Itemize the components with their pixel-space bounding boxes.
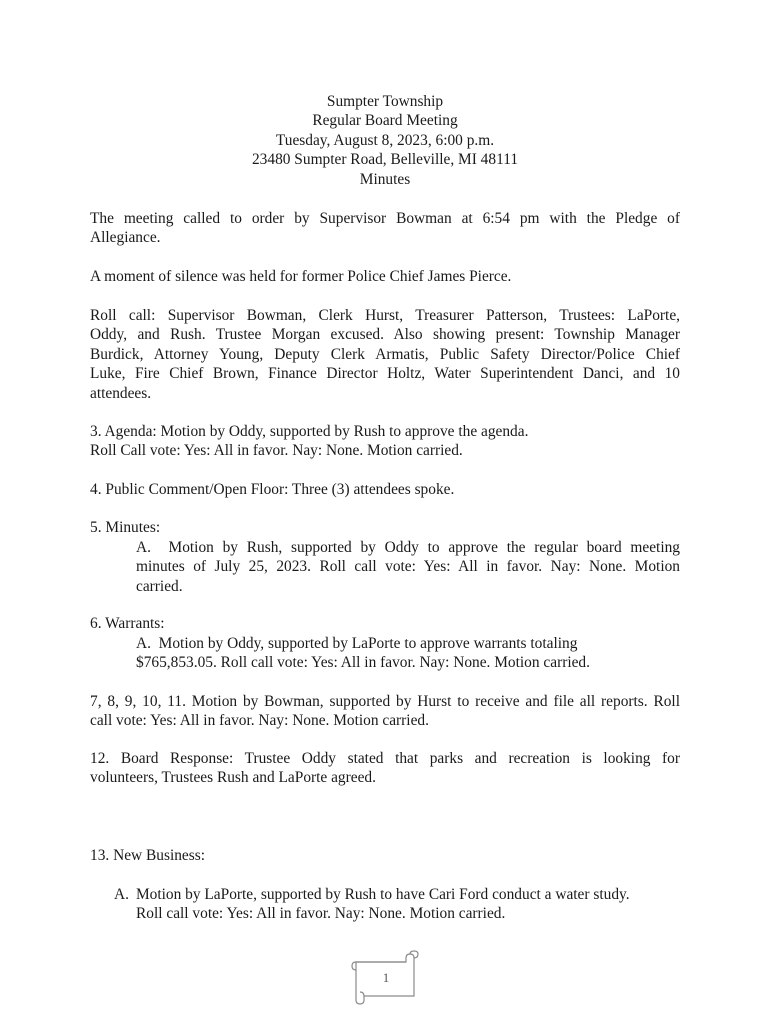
- new-business-item-a: [114, 885, 680, 924]
- minutes-item-a-label: A.: [136, 539, 151, 556]
- minutes-line-3: carried.: [136, 577, 183, 595]
- agenda-line-2: Roll Call vote: Yes: All in favor. Nay: None. Motion carried.: [90, 442, 463, 460]
- minutes-line-1-text: Motion by Rush, supported by Oddy to approve the regular board meeting: [168, 539, 680, 556]
- warrants-item-a-label: A.: [136, 635, 151, 652]
- warrants-line-2: $765,853.05. Roll call vote: Yes: All in favor. Nay: None. Motion carried.: [136, 654, 590, 672]
- reports-line-2: call vote: Yes: All in favor. Nay: None. Motion carried.: [90, 712, 429, 730]
- minutes-item-a: [136, 538, 680, 596]
- new-business-line-1: Motion by LaPorte, supported by Rush to have Cari Ford conduct a water study.: [136, 886, 630, 903]
- roll-call-line-5: attendees.: [90, 384, 152, 402]
- warrants-line-1-text: Motion by Oddy, supported by LaPorte to approve warrants totaling: [158, 635, 578, 652]
- roll-call-line-3: Burdick, Attorney Young, Deputy Clerk Armatis, Public Safety Director/Police Chief: [90, 345, 680, 363]
- roll-call-line-2: Oddy, and Rush. Trustee Morgan excused. Also showing present: Township Manager: [90, 326, 680, 344]
- roll-call-line-4: Luke, Fire Chief Brown, Finance Director Holtz, Water Superintendent Danci, and 10: [90, 365, 680, 383]
- roll-call-line-1: Roll call: Supervisor Bowman, Clerk Hurst, Treasurer Patterson, Trustees: LaPorte,: [90, 307, 680, 324]
- reports-paragraph: [90, 692, 680, 731]
- minutes-heading: 5. Minutes:: [90, 519, 161, 536]
- roll-call-paragraph: [90, 306, 680, 403]
- reports-line-1: 7, 8, 9, 10, 11. Motion by Bowman, supported by Hurst to receive and file all reports. Roll: [90, 693, 680, 710]
- document-title: Minutes: [359, 170, 411, 188]
- agenda-paragraph: [90, 422, 680, 461]
- warrants-heading-block: [90, 614, 680, 633]
- meeting-type: Regular Board Meeting: [312, 112, 458, 130]
- warrants-line-1: [136, 634, 680, 653]
- page-number: 1: [382, 970, 390, 985]
- board-response-paragraph: [90, 749, 680, 788]
- new-business-heading-block: [90, 846, 680, 865]
- new-business-heading: 13. New Business:: [90, 847, 206, 864]
- minutes-line-1: [136, 538, 680, 557]
- new-business-line-2-text: Roll call vote: Yes: All in favor. Nay: None. Motion carried.: [136, 905, 506, 923]
- moment-of-silence-paragraph: [90, 267, 680, 286]
- meeting-date: Tuesday, August 8, 2023, 6:00 p.m.: [275, 131, 495, 149]
- public-comment-text: 4. Public Comment/Open Floor: Three (3) attendees spoke.: [90, 481, 455, 498]
- new-business-item-a-label: A.: [114, 886, 129, 903]
- public-comment-paragraph: [90, 480, 680, 499]
- call-to-order-paragraph: [90, 209, 680, 248]
- warrants-heading: 6. Warrants:: [90, 615, 165, 632]
- meeting-address: 23480 Sumpter Road, Belleville, MI 48111: [251, 151, 519, 169]
- warrants-item-a: [136, 634, 680, 673]
- minutes-line-2: minutes of July 25, 2023. Roll call vote: Yes: All in favor. Nay: None. Motion: [136, 558, 680, 576]
- document-header: [90, 92, 680, 189]
- call-to-order-line-1: The meeting called to order by Supervisor Bowman at 6:54 pm with the Pledge of: [90, 210, 680, 227]
- moment-of-silence-text: A moment of silence was held for former Police Chief James Pierce.: [90, 268, 512, 285]
- board-response-line-2: volunteers, Trustees Rush and LaPorte agreed.: [90, 769, 376, 787]
- minutes-heading-block: [90, 518, 680, 537]
- township-name: Sumpter Township: [326, 93, 444, 110]
- agenda-line-1: 3. Agenda: Motion by Oddy, supported by Rush to approve the agenda.: [90, 423, 529, 440]
- board-response-line-1: 12. Board Response: Trustee Oddy stated that parks and recreation is looking for: [90, 750, 680, 767]
- new-business-line-2: [136, 904, 680, 923]
- call-to-order-line-2: Allegiance.: [90, 229, 161, 247]
